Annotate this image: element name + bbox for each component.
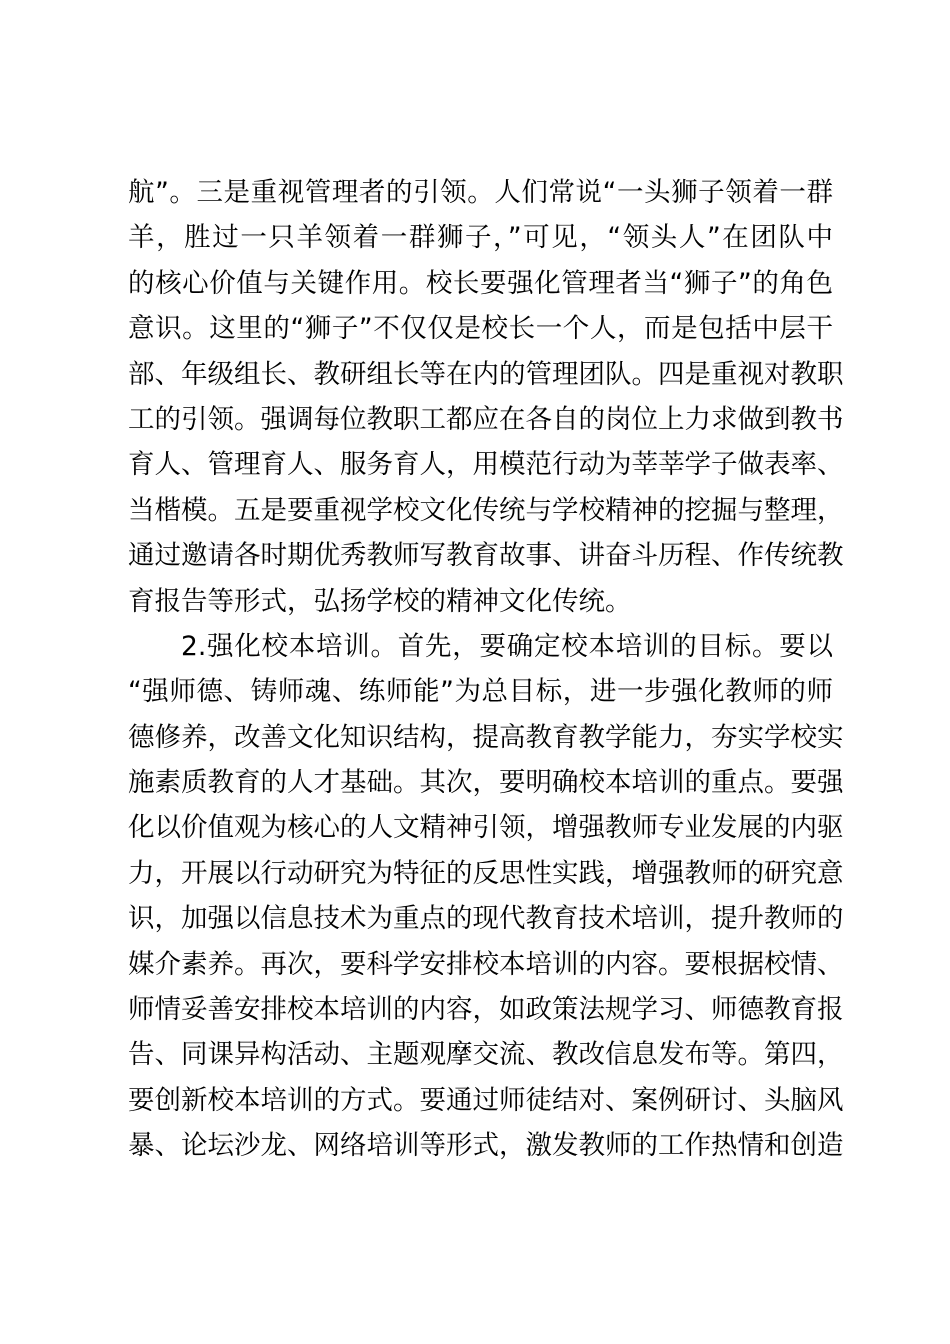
text-line: 要创新校本培训的方式。要通过师徒结对、案例研讨、头脑风: [128, 1084, 844, 1116]
text-line: 当楷模。五是要重视学校文化传统与学校精神的挖掘与整理，: [128, 494, 844, 526]
text-line: 力，开展以行动研究为特征的反思性实践，增强教师的研究意: [128, 857, 844, 889]
text-line: 告、同课异构活动、主题观摩交流、教改信息发布等。第四，: [128, 1039, 844, 1071]
text-line: 意识。这里的“狮子”不仅仅是校长一个人，而是包括中层干: [128, 313, 833, 345]
text-line: 羊，胜过一只羊领着一群狮子，”可见，“领头人”在团队中: [128, 222, 833, 254]
text-line: 育人、管理育人、服务育人，用模范行动为莘莘学子做表率、: [128, 449, 844, 481]
text-line: 部、年级组长、教研组长等在内的管理团队。四是重视对教职: [128, 358, 844, 390]
text-line: 施素质教育的人才基础。其次，要明确校本培训的重点。要强: [128, 767, 844, 799]
text-line: 育报告等形式，弘扬学校的精神文化传统。: [128, 585, 632, 617]
text-line: 通过邀请各时期优秀教师写教育故事、讲奋斗历程、作传统教: [128, 540, 844, 572]
text-line: 识，加强以信息技术为重点的现代教育技术培训，提升教师的: [128, 903, 844, 935]
text-line: 工的引领。强调每位教职工都应在各自的岗位上力求做到教书: [128, 403, 844, 435]
text-line: 的核心价值与关键作用。校长要强化管理者当“狮子”的角色: [128, 267, 833, 299]
text-line: 暴、论坛沙龙、网络培训等形式，激发教师的工作热情和创造: [128, 1130, 844, 1162]
text-line: “强师德、铸师魂、练师能”为总目标，进一步强化教师的师: [128, 676, 833, 708]
text-line: 媒介素养。再次，要科学安排校本培训的内容。要根据校情、: [128, 948, 844, 980]
text-line: 航”。三是重视管理者的引领。人们常说“一头狮子领着一群: [128, 177, 833, 208]
text-line: 师情妥善安排校本培训的内容，如政策法规学习、师德教育报: [128, 994, 844, 1026]
text-line: 德修养，改善文化知识结构，提高教育教学能力，夯实学校实: [128, 721, 844, 753]
text-line: 化以价值观为核心的人文精神引领，增强教师专业发展的内驱: [128, 812, 844, 844]
body-text: [128, 170, 844, 1169]
text-line: 2.强化校本培训。首先，要确定校本培训的目标。要以: [181, 630, 833, 662]
